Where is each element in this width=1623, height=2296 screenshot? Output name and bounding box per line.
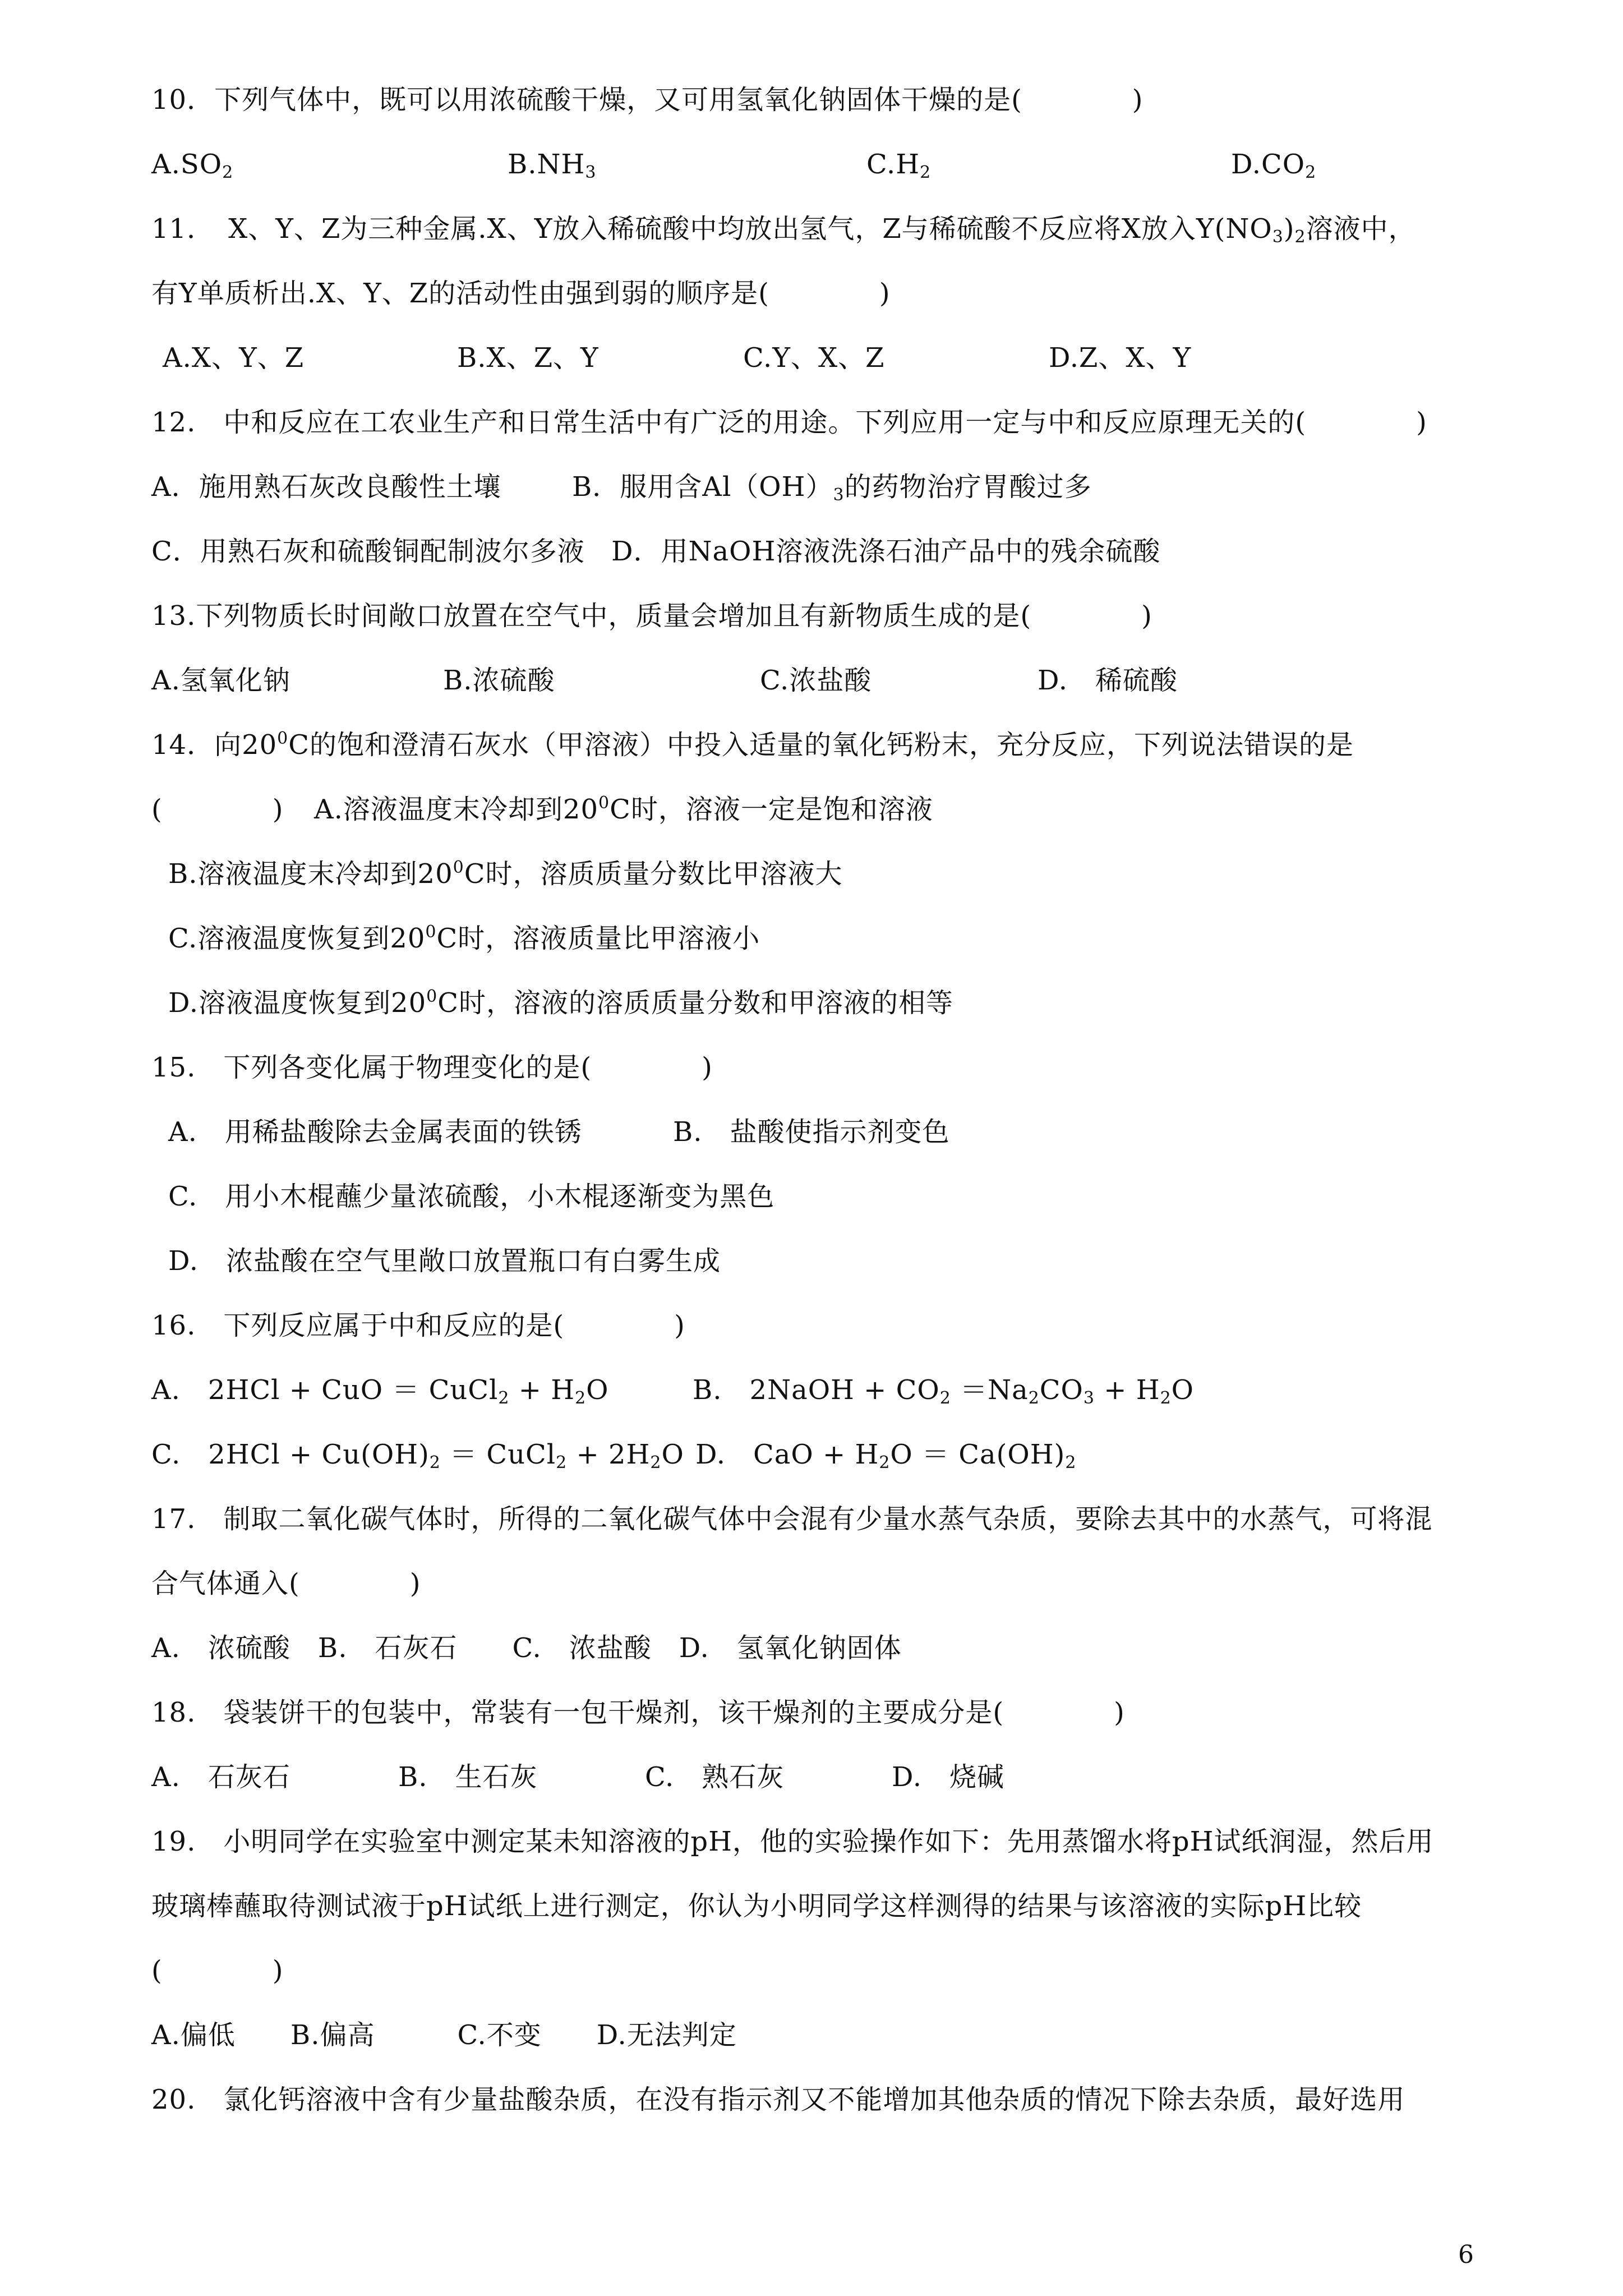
q16-option-c: C. $2HCl + Cu(OH)_2$ ＝ CuCl$_2$ + $2H_2O$ <box>151 1439 684 1473</box>
q13-option-d: D. 稀硫酸 <box>1038 665 1178 696</box>
q11-option-b: B.X、Z、Y <box>457 342 599 374</box>
q10-option-a: $A.SO_2$ <box>151 149 234 182</box>
q11-option-d: D.Z、X、Y <box>1049 342 1192 374</box>
q13-option-b: B.浓硫酸 <box>443 665 555 696</box>
q13-option-c: C.浓盐酸 <box>760 665 872 696</box>
q12-option-d: D．用NaOH溶液洗涤石油产品中的残余硫酸 <box>611 536 1161 567</box>
q18-option-c: C. 熟石灰 <box>645 1761 785 1793</box>
q16-option-a: A. 2HCl + CuO ＝ CuCl$_2$ + $H_2O$ <box>151 1374 609 1408</box>
q18-option-a: A. 石灰石 <box>151 1761 291 1793</box>
q15-option-b: B. 盐酸使指示剂变色 <box>673 1116 950 1148</box>
q14-option-a: A.溶液温度末冷却到$20^0C$时，溶液一定是饱和溶液 <box>314 793 933 825</box>
q18-option-d: D. 烧碱 <box>892 1761 1005 1793</box>
q12-option-b: B．服用含$Al(OH)_3$的药物治疗胃酸过多 <box>572 471 1092 505</box>
q14-answer-paren: ( ) <box>151 794 284 825</box>
q12-option-c: C．用熟石灰和硫酸铜配制波尔多液 <box>151 536 585 567</box>
q10-option-b: $B.NH_3$ <box>508 149 597 182</box>
q10-option-c: $C.H_2$ <box>866 149 932 182</box>
q18-option-b: B. 生石灰 <box>398 1761 538 1793</box>
q10-option-d: $D.CO_2$ <box>1231 149 1317 182</box>
q13-option-a: A.氢氧化钠 <box>151 665 291 696</box>
q11-option-c: C.Y、X、Z <box>743 342 885 374</box>
q16-option-b: B. 2NaOH + $CO_2 =Na_2CO_3 + H_2O$ <box>693 1374 1195 1408</box>
q15-option-a: A. 用稀盐酸除去金属表面的铁锈 <box>168 1116 582 1148</box>
q12-option-a: A．施用熟石灰改良酸性土壤 <box>151 471 501 503</box>
page-number: 6 <box>1458 2240 1474 2269</box>
q16-option-d: D. CaO + $H_2O = Ca(OH)_2$ <box>695 1439 1077 1473</box>
q11-option-a: A.X、Y、Z <box>163 342 305 374</box>
